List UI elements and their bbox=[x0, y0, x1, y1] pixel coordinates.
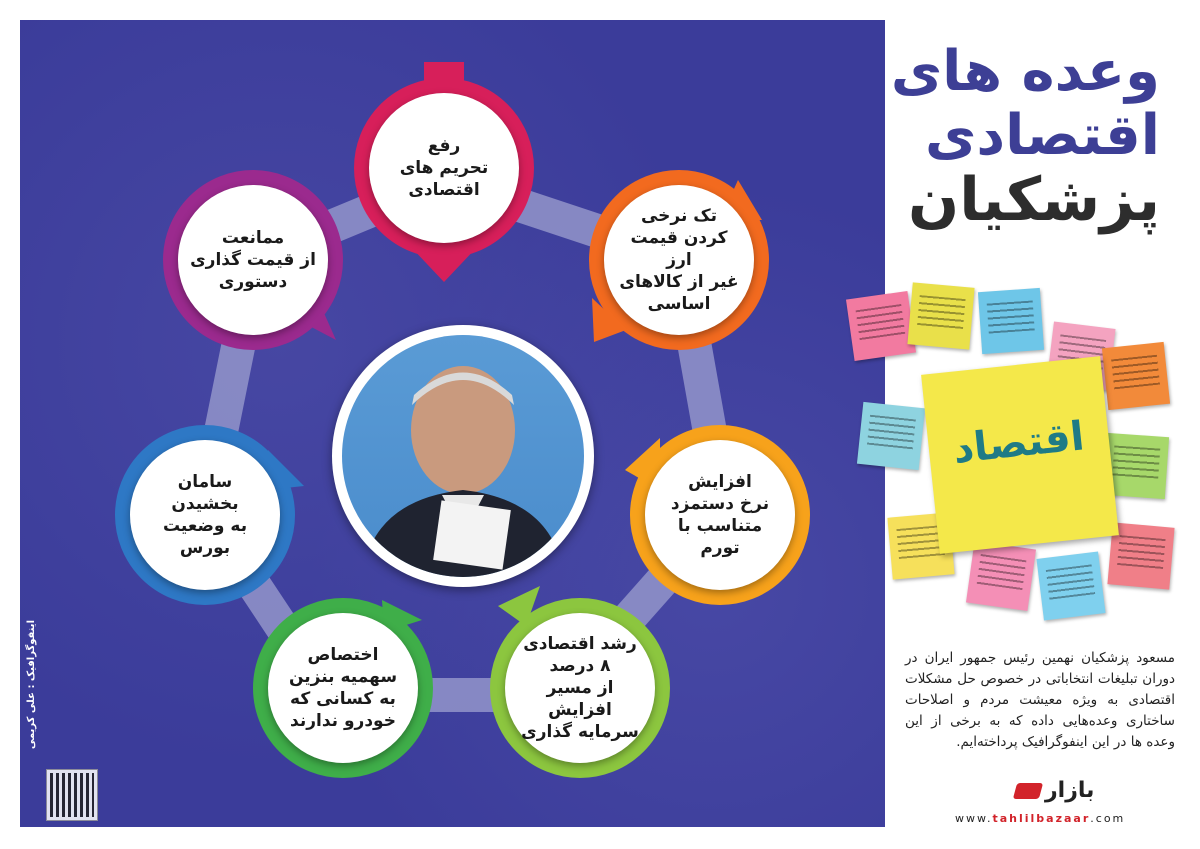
sticky-note bbox=[1102, 342, 1170, 410]
brand-logo-icon bbox=[1013, 783, 1043, 799]
promise-label: ممانعت از قیمت گذاری دستوری bbox=[190, 228, 316, 292]
title-line-2: اقتصادی bbox=[925, 103, 1160, 168]
sticky-note bbox=[966, 541, 1036, 611]
promise-node-currency bbox=[604, 185, 754, 335]
sticky-note bbox=[1036, 551, 1105, 620]
promise-node-growth bbox=[505, 613, 655, 763]
promise-node-wages bbox=[645, 440, 795, 590]
promise-label: رفع تحریم های اقتصادی bbox=[399, 136, 489, 200]
credit-text: اینفوگرافیک : علی کریمی bbox=[26, 620, 37, 750]
title-line-1: وعده های bbox=[890, 39, 1160, 104]
site-brand: tahlilbazaar bbox=[992, 812, 1091, 825]
site-suffix: .com bbox=[1090, 812, 1126, 825]
sticky-note bbox=[978, 288, 1044, 354]
promise-node-fuel bbox=[268, 613, 418, 763]
promise-label: تک نرخی کردن قیمت ارز غیر از کالاهای اساسی bbox=[619, 206, 739, 314]
promise-label: اختصاص سهمیه بنزین به کسانی که خودرو ندارند bbox=[288, 645, 398, 731]
sticky-note-word: اقتصاد bbox=[951, 413, 1087, 473]
site-prefix: www. bbox=[955, 812, 993, 825]
main-sticky-note bbox=[921, 356, 1119, 554]
brand-logo-text: بازار bbox=[1045, 778, 1095, 803]
website-url[interactable] bbox=[955, 812, 1125, 825]
description-text: مسعود پزشکیان نهمین رئیس جمهور ایران در دوران تبلیغات انتخاباتی در خصوص حل مشکلات اقتصادی به ویژه معیشت مردم و اصلاحات ساختاری وعده‌هایی داده که به برخی از این وعده ها در این اینفوگرافیک پرداخته‌ایم. bbox=[905, 650, 1175, 750]
promise-label: افزایش نرخ دستمزد متناسب با تورم bbox=[670, 472, 770, 558]
title-line-3: پزشکیان bbox=[908, 165, 1160, 235]
portrait-photo bbox=[342, 335, 584, 577]
sticky-note bbox=[846, 291, 916, 361]
promise-node-pricing bbox=[178, 185, 328, 335]
infographic-panel bbox=[20, 20, 885, 827]
brand-logo[interactable] bbox=[1015, 778, 1094, 803]
sticky-note bbox=[907, 282, 974, 349]
sticky-notes-illustration bbox=[850, 285, 1180, 635]
sticky-note bbox=[857, 402, 925, 470]
portrait-frame bbox=[332, 325, 594, 587]
qr-code[interactable] bbox=[47, 770, 97, 820]
promise-label: رشد اقتصادی ۸ درصد از مسیر افزایش سرمایه گذاری bbox=[521, 634, 639, 742]
page-title bbox=[860, 39, 1160, 235]
promise-node-sanctions bbox=[369, 93, 519, 243]
promise-label: سامان بخشیدن به وضعیت بورس bbox=[162, 472, 248, 558]
promise-node-stock bbox=[130, 440, 280, 590]
